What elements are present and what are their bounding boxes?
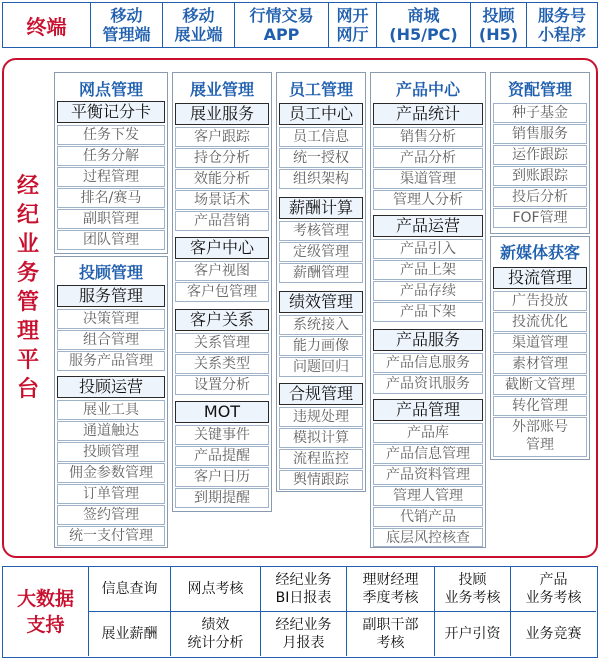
leaf-item[interactable]: 外部账号 管理 bbox=[493, 417, 587, 457]
leaf-item[interactable]: 客户日历 bbox=[175, 467, 269, 487]
leaf-item[interactable]: 到账跟踪 bbox=[493, 166, 587, 186]
leaf-item[interactable]: 团队管理 bbox=[57, 230, 165, 250]
leaf-item[interactable]: 效能分析 bbox=[175, 169, 269, 189]
leaf-item[interactable]: 展业工具 bbox=[57, 400, 165, 420]
panel-title: 展业管理 bbox=[189, 80, 254, 99]
leaf-item[interactable]: 服务产品管理 bbox=[57, 351, 165, 371]
leaf-item[interactable]: 系统接入 bbox=[279, 315, 363, 335]
panel-asset-allocation bbox=[490, 72, 590, 234]
terminal-item-mobile-management[interactable]: 移动 管理端 bbox=[91, 3, 163, 47]
group-head[interactable]: 合规管理 bbox=[279, 383, 363, 405]
group-head[interactable]: 员工中心 bbox=[279, 103, 363, 125]
leaf-item[interactable]: 转化管理 bbox=[493, 396, 587, 416]
panel-outlet-management bbox=[54, 72, 168, 254]
leaf-item[interactable]: 产品营销 bbox=[175, 211, 269, 231]
leaf-item[interactable]: 任务下发 bbox=[57, 125, 165, 145]
bigdata-cell[interactable]: 理财经理 季度考核 bbox=[347, 567, 435, 612]
bigdata-cell[interactable]: 投顾 业务考核 bbox=[435, 567, 511, 612]
leaf-item[interactable]: 通道触达 bbox=[57, 421, 165, 441]
leaf-item[interactable]: 考核管理 bbox=[279, 221, 363, 241]
leaf-item[interactable]: 渠道管理 bbox=[493, 333, 587, 353]
platform-title bbox=[8, 172, 48, 404]
leaf-item[interactable]: 组合管理 bbox=[57, 330, 165, 350]
leaf-item[interactable]: 截断文管理 bbox=[493, 375, 587, 395]
terminal-item-advisor-h5[interactable]: 投顾 (H5) bbox=[471, 3, 527, 47]
terminal-item-trading-app[interactable]: 行情交易 APP bbox=[235, 3, 329, 47]
panel-title: 产品中心 bbox=[395, 80, 460, 99]
leaf-item[interactable]: 投后分析 bbox=[493, 187, 587, 207]
leaf-item[interactable]: 产品资讯服务 bbox=[373, 374, 483, 394]
leaf-item[interactable]: 到期提醒 bbox=[175, 488, 269, 508]
leaf-item[interactable]: 管理人分析 bbox=[373, 190, 483, 210]
leaf-item[interactable]: 产品存续 bbox=[373, 281, 483, 301]
bigdata-bar bbox=[2, 566, 598, 658]
leaf-item[interactable]: 销售服务 bbox=[493, 124, 587, 144]
leaf-item[interactable]: 过程管理 bbox=[57, 167, 165, 187]
leaf-item[interactable]: 任务分解 bbox=[57, 146, 165, 166]
group-head[interactable]: 客户关系 bbox=[175, 309, 269, 331]
group-head[interactable]: 产品统计 bbox=[373, 103, 483, 125]
leaf-item[interactable]: 产品引入 bbox=[373, 239, 483, 259]
leaf-item[interactable]: 订单管理 bbox=[57, 484, 165, 504]
bigdata-cell[interactable]: 产品 业务考核 bbox=[511, 567, 596, 612]
bigdata-cell[interactable]: 经纪业务 BI日报表 bbox=[261, 567, 347, 612]
group-head[interactable]: MOT bbox=[175, 401, 269, 423]
panel-title: 投顾管理 bbox=[78, 263, 143, 282]
leaf-item[interactable]: 关系类型 bbox=[175, 354, 269, 374]
bigdata-cell[interactable]: 副职干部 考核 bbox=[347, 612, 435, 656]
group-head[interactable]: 客户中心 bbox=[175, 237, 269, 259]
leaf-item[interactable]: 决策管理 bbox=[57, 309, 165, 329]
leaf-item[interactable]: 运作跟踪 bbox=[493, 145, 587, 165]
bigdata-cell[interactable]: 展业薪酬 bbox=[89, 612, 171, 656]
leaf-item[interactable]: 客户跟踪 bbox=[175, 127, 269, 147]
group-head[interactable]: 投顾运营 bbox=[57, 376, 165, 398]
group-head[interactable]: 服务管理 bbox=[57, 285, 165, 307]
leaf-item[interactable]: 场景话术 bbox=[175, 190, 269, 210]
leaf-item[interactable]: 管理人管理 bbox=[373, 486, 483, 506]
leaf-item[interactable]: 产品上架 bbox=[373, 260, 483, 280]
leaf-item[interactable]: 产品信息管理 bbox=[373, 444, 483, 464]
group-head[interactable]: 产品服务 bbox=[373, 329, 483, 351]
leaf-item[interactable]: FOF管理 bbox=[493, 208, 587, 228]
panel-sales-management bbox=[172, 72, 272, 512]
leaf-item[interactable]: 排名/赛马 bbox=[57, 188, 165, 208]
leaf-item[interactable]: 客户包管理 bbox=[175, 282, 269, 302]
leaf-item[interactable]: 底层风控核查 bbox=[373, 528, 483, 547]
leaf-item[interactable]: 统一授权 bbox=[279, 148, 363, 168]
leaf-item[interactable]: 定级管理 bbox=[279, 242, 363, 262]
leaf-item[interactable]: 产品库 bbox=[373, 423, 483, 443]
group-head[interactable]: 薪酬计算 bbox=[279, 197, 363, 219]
leaf-item[interactable]: 客户视图 bbox=[175, 261, 269, 281]
bigdata-cell[interactable]: 网点考核 bbox=[171, 567, 261, 612]
panel-title: 网点管理 bbox=[78, 80, 143, 99]
bigdata-cell[interactable]: 绩效 统计分析 bbox=[171, 612, 261, 656]
leaf-item[interactable]: 投顾管理 bbox=[57, 442, 165, 462]
panel-new-media bbox=[490, 236, 590, 460]
bigdata-cell[interactable]: 信息查询 bbox=[89, 567, 171, 612]
leaf-item[interactable]: 产品提醒 bbox=[175, 446, 269, 466]
bigdata-cell[interactable]: 经纪业务 月报表 bbox=[261, 612, 347, 656]
panel-title: 新媒体获客 bbox=[499, 243, 580, 262]
leaf-item[interactable]: 种子基金 bbox=[493, 103, 587, 123]
group-head[interactable]: 绩效管理 bbox=[279, 291, 363, 313]
leaf-item[interactable]: 产品分析 bbox=[373, 148, 483, 168]
leaf-item[interactable]: 销售分析 bbox=[373, 127, 483, 147]
panel-advisor-management bbox=[54, 256, 168, 548]
leaf-item[interactable]: 员工信息 bbox=[279, 127, 363, 147]
panel-title: 资配管理 bbox=[507, 80, 572, 99]
leaf-item[interactable]: 流程监控 bbox=[279, 449, 363, 469]
leaf-item[interactable]: 投流优化 bbox=[493, 312, 587, 332]
leaf-item[interactable]: 舆情跟踪 bbox=[279, 470, 363, 490]
group-head[interactable]: 产品运营 bbox=[373, 215, 483, 237]
group-head[interactable]: 平衡记分卡 bbox=[57, 101, 165, 123]
leaf-item[interactable]: 渠道管理 bbox=[373, 169, 483, 189]
terminal-title: 终端 bbox=[3, 3, 91, 47]
panel-title: 员工管理 bbox=[288, 80, 353, 99]
leaf-item[interactable]: 签约管理 bbox=[57, 505, 165, 525]
bigdata-cell[interactable]: 业务竞赛 bbox=[525, 626, 582, 642]
group-head[interactable]: 展业服务 bbox=[175, 103, 269, 125]
terminal-item-service-account[interactable]: 服务号 小程序 bbox=[537, 6, 586, 44]
leaf-item[interactable]: 副职管理 bbox=[57, 209, 165, 229]
leaf-item[interactable]: 产品下架 bbox=[373, 302, 483, 322]
group-head[interactable]: 产品管理 bbox=[373, 399, 483, 421]
terminal-item-mobile-sales[interactable]: 移动 展业端 bbox=[163, 3, 235, 47]
leaf-item[interactable]: 代销产品 bbox=[373, 507, 483, 527]
leaf-item[interactable]: 统一支付管理 bbox=[57, 526, 165, 546]
leaf-item[interactable]: 关系管理 bbox=[175, 333, 269, 353]
leaf-item[interactable]: 素材管理 bbox=[493, 354, 587, 374]
leaf-item[interactable]: 组织架构 bbox=[279, 169, 363, 189]
leaf-item[interactable]: 设置分析 bbox=[175, 375, 269, 395]
leaf-item[interactable]: 关键事件 bbox=[175, 425, 269, 445]
terminal-item-mall[interactable]: 商城 (H5/PC) bbox=[377, 3, 471, 47]
leaf-item[interactable]: 佣金参数管理 bbox=[57, 463, 165, 483]
terminal-bar bbox=[2, 2, 598, 48]
platform-title-text: 经 纪 业 务 管 理 平 台 bbox=[16, 174, 39, 402]
panel-staff-management bbox=[276, 72, 366, 492]
leaf-item[interactable]: 产品资料管理 bbox=[373, 465, 483, 485]
leaf-item[interactable]: 薪酬管理 bbox=[279, 263, 363, 283]
leaf-item[interactable]: 持仓分析 bbox=[175, 148, 269, 168]
leaf-item[interactable]: 问题回归 bbox=[279, 357, 363, 377]
leaf-item[interactable]: 广告投放 bbox=[493, 291, 587, 311]
leaf-item[interactable]: 产品信息服务 bbox=[373, 353, 483, 373]
bigdata-cell[interactable]: 开户引资 bbox=[435, 612, 511, 656]
leaf-item[interactable]: 能力画像 bbox=[279, 336, 363, 356]
leaf-item[interactable]: 违规处理 bbox=[279, 407, 363, 427]
leaf-item[interactable]: 模拟计算 bbox=[279, 428, 363, 448]
bigdata-title: 大数据 支持 bbox=[3, 567, 89, 656]
terminal-item-online-account[interactable]: 网开 网厅 bbox=[329, 3, 377, 47]
group-head[interactable]: 投流管理 bbox=[493, 267, 587, 289]
panel-product-center bbox=[370, 72, 486, 548]
